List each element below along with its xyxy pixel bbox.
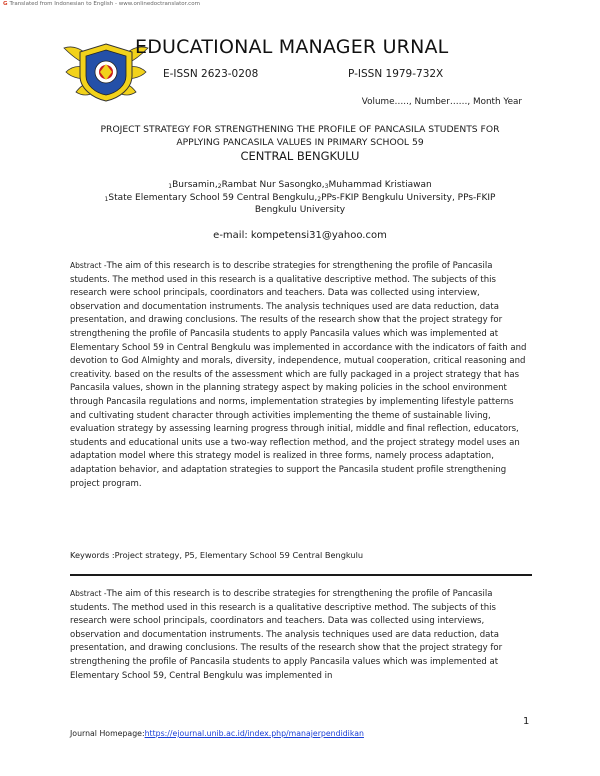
p-issn: P-ISSN 1979-732X (348, 68, 444, 80)
translator-logo-icon: G (3, 1, 8, 7)
abstract-label-2: Abstract - (70, 589, 107, 598)
author-1: Bursamin, (172, 180, 218, 190)
translation-banner-text: Translated from Indonesian to English - www.onlinedoctranslator.com (9, 1, 200, 7)
page-number: 1 (523, 716, 530, 727)
homepage-link[interactable]: https://ejournal.unib.ac.id/index.php/manajerpendidikan (144, 729, 364, 738)
abstract-paragraph (70, 259, 532, 491)
abstract-label: Abstract - (70, 261, 107, 270)
section-divider (70, 574, 532, 576)
abstract-text: The aim of this research is to describe strategies for strengthening the profile of Pancasila students. The method used in this research is a qualitative descriptive method. The subjects of this research were school principals, coordinators and teachers. Data was collected using interview, observation and documentation instruments. The analysis techniques used are data reduction, data presentation, and drawing conclusions. The results of the research show that the project strategy for strengthening the profile of Pancasila students to apply Pancasila values which was implemented at Elementary School 59 in Central Bengkulu was implemented in accordance with the indicators of faith and devotion to God Almighty and morals, diversity, independence, mutual cooperation, critical reasoning and creativity. based on the results of the assessment which are fully packaged in a project strategy that has Pancasila values, shown in the planning strategy aspect by making policies in the school environment through Pancasila regulations and norms, implementation strategies by implementing lifestyle patterns and cultivating student character through activities implementing the theme of sustainable living, evaluation strategy by assessing learning progress through initial, middle and final reflection, educators, students and educational units use a two-way reflection method, and the project strategy model uses an adaptation model where this strategy model is realized in three forms, namely process adaptation, adaptation behavior, and adaptation strategies to support the Pancasila student profile strengthening project program. (70, 261, 527, 489)
journal-homepage (70, 729, 364, 738)
translation-banner[interactable] (3, 1, 200, 7)
article-title-line-3: CENTRAL BENGKULU (240, 149, 360, 163)
author-email[interactable]: e-mail: kompetensi31@yahoo.com (213, 230, 387, 241)
affiliation-1: State Elementary School 59 Central Bengkulu, (108, 193, 318, 203)
e-issn: E-ISSN 2623-0208 (163, 68, 259, 80)
volume-line: Volume….., Number……, Month Year (361, 97, 522, 107)
affiliation-line-2: Bengkulu University (254, 205, 346, 215)
homepage-label: Journal Homepage: (70, 729, 145, 738)
author-2: Rambat Nur Sasongko, (221, 180, 325, 190)
article-title-line-2: APPLYING PANCASILA VALUES IN PRIMARY SCHOOL 59 (176, 137, 424, 148)
authors: $_1Bursamin,_2Rambat$ Nur $Sasongko,_3Muhammad$ Kristiawan (168, 180, 432, 190)
affiliation-2: PPs-FKIP Bengkulu University, PPs-FKIP (321, 193, 496, 203)
article-title-line-1: PROJECT STRATEGY FOR STRENGTHENING THE PROFILE OF PANCASILA STUDENTS FOR (100, 124, 500, 135)
affiliations: $_1$State Elementary School 59 Central $Bengkulu,_2PPs$-FKIP Bengkulu University, PPs-FKIP (104, 193, 496, 203)
keywords: Keywords :Project strategy, P5, Elementary School 59 Central Bengkulu (70, 550, 364, 560)
journal-title: EDUCATIONAL MANAGER URNAL (135, 36, 449, 58)
abstract-paragraph-2 (70, 587, 532, 683)
author-3: Muhammad Kristiawan (328, 180, 432, 190)
abstract-text-2: The aim of this research is to describe strategies for strengthening the profile of Pancasila students. The method used in this research is a qualitative descriptive method. The subjects of this research were school principals, coordinators and teachers. Data was collected using interviews, observation and documentation instruments. The analysis techniques used are data reduction, data presentation, and drawing conclusions. The results of the research show that the project strategy for strengthening the profile of Pancasila students to apply Pancasila values which was implemented at Elementary School 59, Central Bengkulu was implemented in (70, 589, 503, 681)
